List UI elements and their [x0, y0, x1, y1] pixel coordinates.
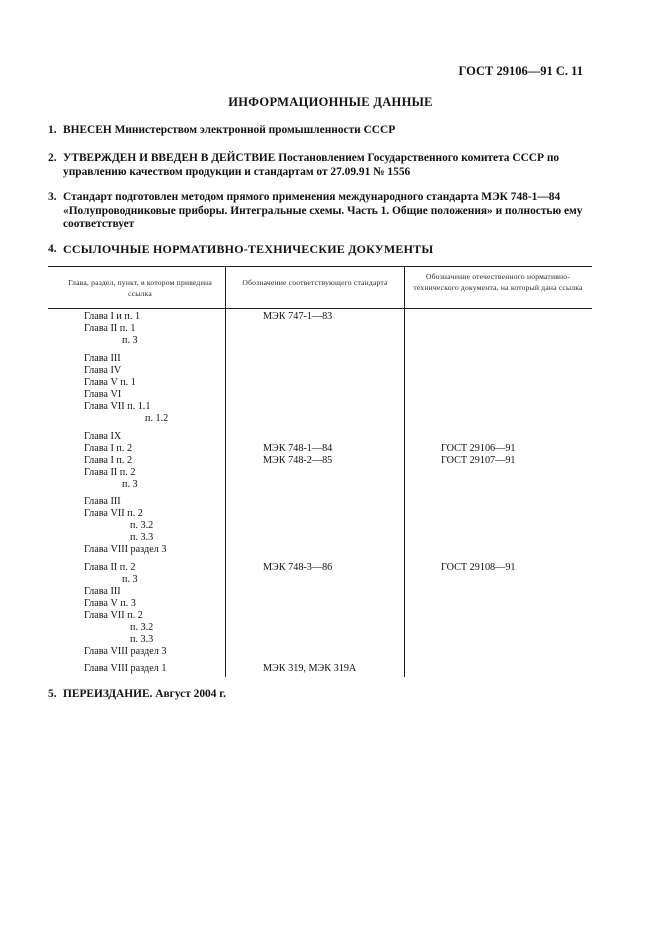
table-cell-ref: Глава IV	[84, 365, 122, 376]
table-header-gost: Обозначение отечественного нормативно-технического документа, на который дана ссылка	[413, 272, 583, 292]
table-cell-ref: Глава VIII раздел 3	[84, 544, 167, 555]
item-number: 5.	[48, 688, 57, 700]
table-cell-std: МЭК 748-3—86	[263, 562, 333, 573]
item-number: 1.	[48, 124, 57, 136]
table-header-std: Обозначение соответствующего стандарта	[242, 278, 388, 287]
item-text: Постановлением Государственного комитета СССР по управлению качеством продукции и стандартам от 27.09.91 № 1556	[63, 152, 560, 178]
table-cell-ref: Глава V п. 3	[84, 598, 136, 609]
table-cell-ref: Глава VII п. 1.1	[84, 401, 151, 412]
table-cell-ref: п. 3.2	[130, 520, 154, 531]
info-item-3	[48, 191, 593, 232]
table-cell-ref: Глава III	[84, 586, 121, 597]
table-cell-ref: Глава VIII раздел 1	[84, 663, 167, 674]
table-col-divider	[225, 266, 226, 677]
table-cell-std: МЭК 747-1—83	[263, 311, 333, 322]
table-cell-std: МЭК 748-1—84	[263, 443, 333, 454]
table-cell-ref: Глава IX	[84, 431, 122, 442]
table-cell-ref: Глава II п. 2	[84, 562, 136, 573]
table-header-ref: Глава, раздел, пункт, в котором приведена ссылка	[68, 278, 212, 298]
table-cell-gost: ГОСТ 29108—91	[441, 562, 516, 573]
table-cell-ref: Глава VII п. 2	[84, 508, 143, 519]
table-cell-ref: Глава II п. 2	[84, 467, 136, 478]
table-cell-ref: п. 3	[122, 574, 138, 585]
info-item-4	[48, 243, 593, 257]
item-lead: ПЕРЕИЗДАНИЕ.	[63, 688, 153, 700]
table-cell-ref: Глава V п. 1	[84, 377, 136, 388]
page-header: ГОСТ 29106—91 С. 11	[458, 64, 583, 78]
table-cell-ref: Глава VI	[84, 389, 122, 400]
item-text: Август 2004 г.	[152, 688, 227, 700]
table-cell-std: МЭК 319, МЭК 319А	[263, 663, 357, 674]
table-cell-ref: Глава I и п. 1	[84, 311, 141, 322]
table-cell-ref: п. 3.2	[130, 622, 154, 633]
item-number: 2.	[48, 152, 57, 164]
table-cell-ref: Глава I п. 2	[84, 455, 133, 466]
table-cell-ref: п. 1.2	[145, 413, 169, 424]
info-item-5	[48, 688, 593, 702]
table-cell-gost: ГОСТ 29106—91	[441, 443, 516, 454]
table-top-rule	[48, 266, 592, 267]
table-col-divider	[404, 266, 405, 677]
table-cell-ref: Глава III	[84, 496, 121, 507]
table-cell-ref: п. 3.3	[130, 634, 154, 645]
info-item-2	[48, 152, 593, 179]
table-header-rule	[48, 308, 592, 309]
info-item-1	[48, 124, 593, 138]
table-cell-ref: Глава VII п. 2	[84, 610, 143, 621]
item-text: Министерством электронной промышленности СССР	[111, 124, 396, 136]
page-title: ИНФОРМАЦИОННЫЕ ДАННЫЕ	[228, 95, 433, 109]
item-text: Стандарт подготовлен методом прямого применения международного стандарта МЭК 748-1—84 «Полупроводниковые приборы. Интегральные схемы. Часть 1. Общие положения» и полностью ему соответствует	[63, 191, 583, 230]
item-number: 4.	[48, 243, 57, 255]
item-lead: УТВЕРЖДЕН И ВВЕДЕН В ДЕЙСТВИЕ	[63, 152, 276, 164]
item-number: 3.	[48, 191, 57, 203]
table-cell-ref: Глава I п. 2	[84, 443, 133, 454]
table-cell-ref: Глава II п. 1	[84, 323, 136, 334]
table-cell-gost: ГОСТ 29107—91	[441, 455, 516, 466]
table-cell-ref: п. 3	[122, 479, 138, 490]
table-cell-ref: п. 3	[122, 335, 138, 346]
item-lead: ССЫЛОЧНЫЕ НОРМАТИВНО-ТЕХНИЧЕСКИЕ ДОКУМЕНТЫ	[63, 242, 434, 256]
table-cell-ref: п. 3.3	[130, 532, 154, 543]
table-cell-ref: Глава III	[84, 353, 121, 364]
table-cell-std: МЭК 748-2—85	[263, 455, 333, 466]
table-cell-ref: Глава VIII раздел 3	[84, 646, 167, 657]
item-lead: ВНЕСЕН	[63, 124, 112, 136]
